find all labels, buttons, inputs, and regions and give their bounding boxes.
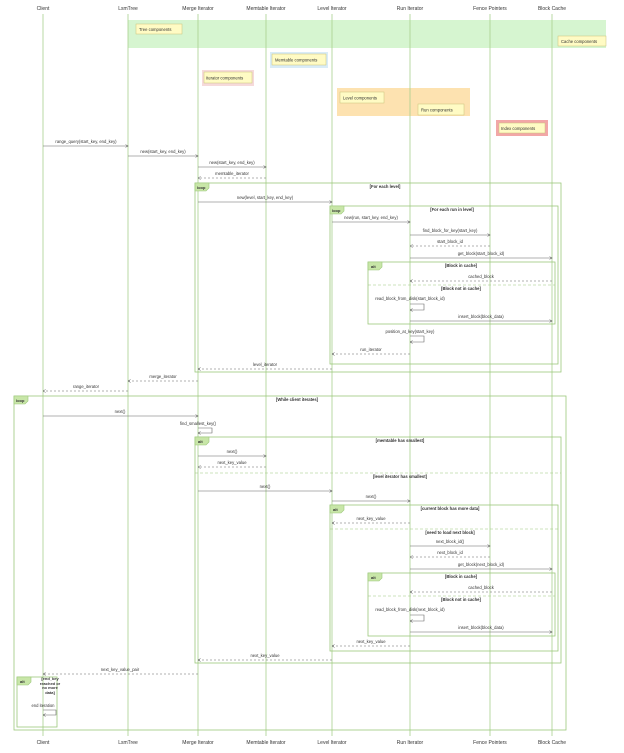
- fragment-loop-client-iterates-condition: [While client iterates]: [275, 397, 319, 402]
- fragment-loop-each-run-tag-label: loop: [332, 208, 341, 213]
- msg-get-next-block-label: get_block(next_block_id): [457, 562, 505, 567]
- ret-cached-block-1-label: cached_block: [468, 274, 494, 279]
- ret-merge-iterator-label: merge_iterator: [149, 374, 177, 379]
- msg-next-run-label: next(): [365, 494, 377, 499]
- ret-level-iterator-label: level_iterator: [253, 362, 277, 367]
- fragment-loop-each-level-tag-label: loop: [197, 185, 206, 190]
- fragment-alt-block-data-condition: [current block has more data]: [420, 506, 480, 511]
- msg-new-memtable-label: new(start_key, end_key): [209, 160, 255, 165]
- msg-range-query-label: range_query(start_key, end_key): [55, 139, 117, 144]
- participant-block-cache-bottom: Block Cache: [537, 740, 567, 746]
- fragment-alt-cache-1-tag-label: alt: [371, 264, 376, 269]
- fragment-alt-end-condition-box: [37, 677, 63, 699]
- msg-end-iteration-label: end iteration: [31, 703, 55, 708]
- fragment-alt-cache-2-condition: [Block in cache]: [444, 574, 478, 579]
- fragment-loop-each-level: [195, 183, 561, 372]
- msg-new-run-label: new(run, start_key, end_key): [344, 215, 398, 220]
- fragment-loop-each-level-condition: [For each level]: [369, 184, 401, 189]
- ret-cached-block-2-label: cached_block: [468, 585, 494, 590]
- ret-run-kv-1-label: next_key_value: [356, 516, 386, 521]
- ret-run-iterator-label: run_iterator: [360, 347, 382, 352]
- fragment-alt-cache-2-else: [Block not in cache]: [441, 597, 481, 602]
- fragment-alt-end-tag-label: alt: [20, 679, 25, 684]
- fragment-alt-cache-1-condition: [Block in cache]: [444, 263, 478, 268]
- participant-level-iterator-top: Level Iterator: [317, 6, 347, 12]
- participant-client-bottom: Client: [36, 740, 50, 746]
- msg-next-memtable-label: next(): [226, 449, 238, 454]
- fragment-alt-block-data-else: [need to load next block]: [425, 530, 475, 535]
- msg-insert-block-1-label: insert_block(block_data): [458, 314, 504, 319]
- note-tree: Tree components: [139, 27, 172, 32]
- msg-insert-block-2-label: insert_block(block_data): [458, 625, 504, 630]
- fragment-loop-each-run-condition: [For each run in level]: [430, 207, 474, 212]
- note-index: Index components: [501, 126, 536, 131]
- ret-memtable-iterator-label: memtable_iterator: [215, 171, 249, 176]
- msg-find-smallest: [198, 428, 212, 433]
- msg-find-block-label: find_block_for_key(start_key): [422, 228, 478, 233]
- msg-find-smallest-label: find_smallest_key(): [179, 421, 217, 426]
- ret-range-iterator-label: range_iterator: [72, 384, 100, 389]
- msg-position-at-key: [410, 336, 424, 342]
- msg-read-disk-2-label: read_block_from_disk(next_block_id): [375, 607, 445, 612]
- participant-fence-pointers-top: Fence Pointers: [473, 6, 507, 12]
- ret-level-kv-label: next_key_value: [250, 653, 280, 658]
- participant-level-iterator-bottom: Level Iterator: [317, 740, 347, 746]
- fragment-alt-smallest-tag-label: alt: [198, 439, 203, 444]
- msg-new-level-label: new(level, start_key, end_key): [236, 195, 294, 200]
- tree-components-band: [128, 20, 606, 48]
- msg-read-disk-1: [410, 304, 424, 310]
- participant-client-top: Client: [36, 6, 50, 12]
- note-level: Level components: [343, 95, 377, 101]
- note-run: Run components: [421, 107, 453, 113]
- ret-next-block-id-label: next_block_id: [437, 550, 463, 555]
- msg-position-at-key-label: position_at_key(start_key): [385, 329, 435, 334]
- ret-start-block-id-label: start_block_id: [437, 239, 463, 244]
- participant-merge-iterator-bottom: Merge Iterator: [182, 740, 214, 746]
- msg-next-level-label: next(): [259, 484, 271, 489]
- participant-memtable-iterator-top: Memtable Iterator: [246, 6, 286, 12]
- ret-run-kv-2-label: next_key_value: [356, 639, 386, 644]
- participant-memtable-iterator-bottom: Memtable Iterator: [246, 740, 286, 746]
- msg-next-client-label: next(): [114, 409, 126, 414]
- participant-run-iterator-bottom: Run Iterator: [396, 740, 424, 746]
- fragment-alt-cache-2-tag-label: alt: [371, 575, 376, 580]
- msg-read-disk-1-label: read_block_from_disk(start_block_id): [375, 296, 445, 301]
- msg-get-block-label: get_block(start_block_id): [457, 251, 505, 256]
- note-iterator: Iterator components: [206, 75, 244, 81]
- fragment-alt-block-data-tag-label: alt: [333, 507, 338, 512]
- msg-read-disk-2: [410, 615, 424, 621]
- fragment-alt-smallest-else: [level iterator has smallest]: [373, 474, 427, 479]
- msg-end-iteration: [43, 710, 56, 715]
- fragment-alt-smallest: [195, 437, 561, 663]
- participant-run-iterator-top: Run Iterator: [396, 6, 424, 12]
- note-cache: Cache components: [561, 39, 598, 44]
- fragment-alt-cache-1-else: [Block not in cache]: [441, 286, 481, 291]
- ret-memtable-kv-label: next_key_value: [217, 460, 247, 465]
- participant-block-cache-top: Block Cache: [537, 6, 567, 12]
- msg-next-block-id-label: next_block_id(): [435, 539, 465, 544]
- fragment-alt-smallest-condition: [memtable has smallest]: [375, 438, 425, 443]
- participant-merge-iterator-top: Merge Iterator: [182, 6, 214, 12]
- participant-lsmtree-top: LsmTree: [118, 6, 138, 12]
- msg-new-merge-label: new(start_key, end_key): [140, 149, 186, 154]
- participant-fence-pointers-bottom: Fence Pointers: [473, 740, 507, 746]
- ret-kv-pair-label: next_key_value_pair: [100, 667, 140, 672]
- participant-lsmtree-bottom: LsmTree: [118, 740, 138, 746]
- fragment-loop-client-iterates-tag-label: loop: [16, 398, 25, 403]
- note-memtable: Memtable components: [275, 57, 318, 63]
- fragment-alt-end-condition: [end_key reached or no more data]: [39, 677, 61, 695]
